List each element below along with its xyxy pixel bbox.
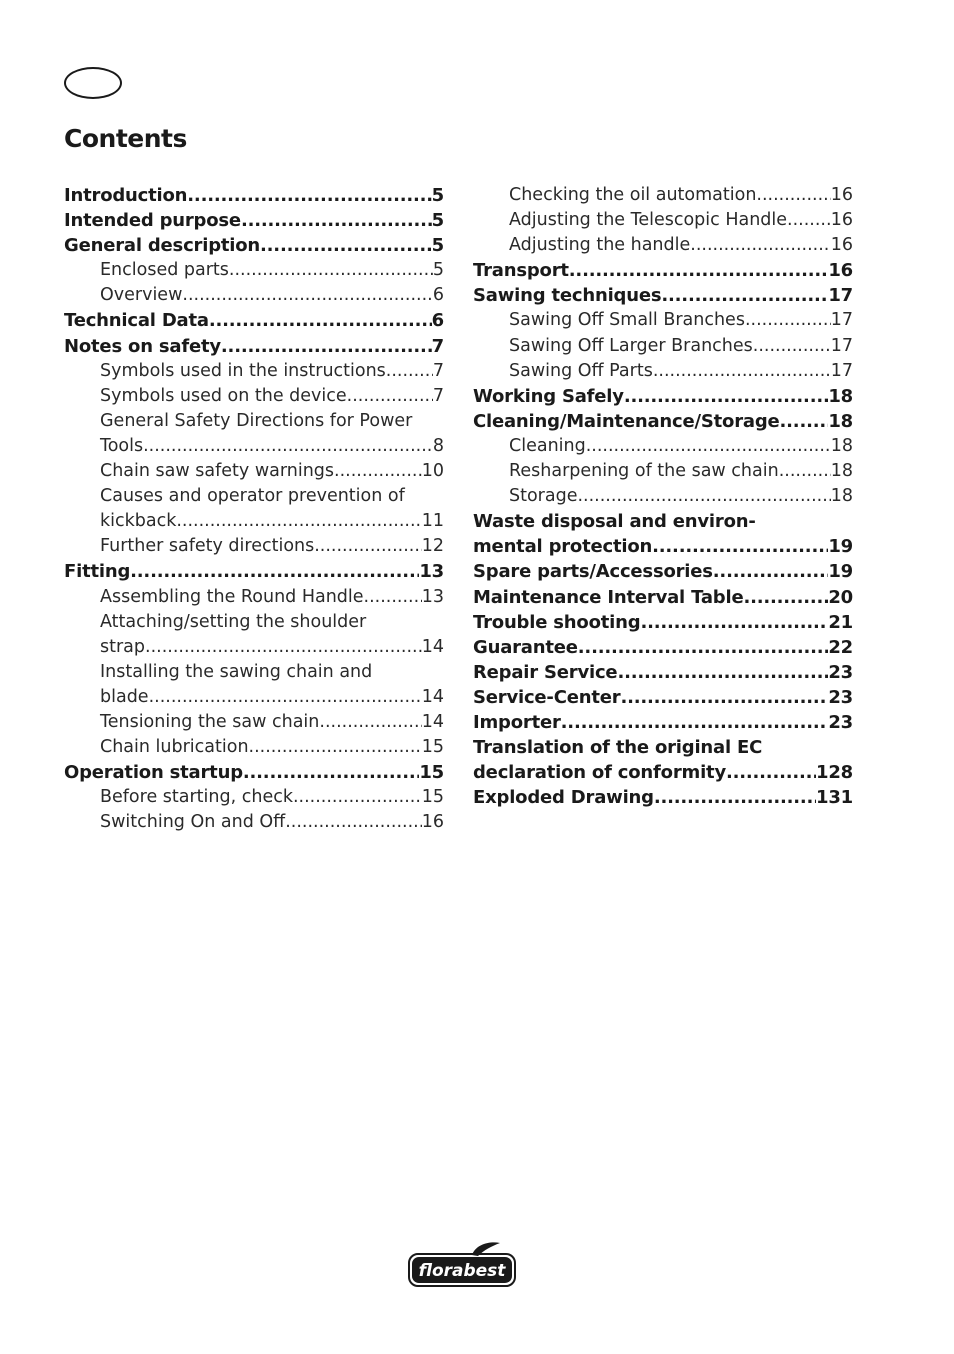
toc-entry[interactable] — [473, 208, 853, 233]
toc-entry-label: Introduction — [64, 185, 188, 206]
toc-entry-page: 14 — [421, 636, 444, 657]
dot-leader — [364, 585, 422, 610]
toc-entry[interactable] — [64, 610, 444, 635]
toc-entry[interactable] — [64, 509, 444, 534]
toc-entry-label: Waste disposal and environ- — [473, 511, 756, 533]
toc-entry-label: Checking the oil automation — [509, 185, 757, 205]
dot-leader — [743, 585, 828, 610]
toc-entry[interactable] — [473, 509, 853, 534]
language-badge — [64, 67, 122, 99]
toc-entry-page: 23 — [828, 661, 853, 683]
toc-entry-label: Symbols used on the device — [100, 385, 347, 406]
toc-entry-page: 18 — [830, 461, 853, 482]
toc-entry[interactable] — [64, 710, 444, 735]
toc-entry[interactable] — [64, 384, 444, 409]
toc-entry-page: 17 — [828, 285, 853, 307]
logo-text: florabest — [418, 1261, 506, 1281]
dot-leader — [652, 534, 828, 559]
toc-entry-label: Tools — [100, 435, 144, 456]
toc-entry-page: 18 — [828, 385, 853, 407]
toc-entry-page: 23 — [828, 686, 853, 708]
dot-leader — [653, 359, 831, 384]
toc-entry-label: Installing the sawing chain and — [100, 661, 373, 682]
toc-entry[interactable] — [473, 359, 853, 384]
dot-leader — [654, 785, 816, 810]
toc-entry[interactable] — [64, 334, 444, 359]
toc-entry-label: Sawing Off Small Branches — [509, 310, 745, 331]
toc-entry-page: 128 — [816, 762, 853, 784]
toc-entry-label: Storage — [509, 486, 578, 507]
toc-entry-label: Maintenance Interval Table — [473, 586, 744, 608]
toc-entry-label: Transport — [473, 260, 569, 282]
toc-right-column — [473, 183, 853, 810]
toc-entry[interactable] — [473, 785, 853, 810]
toc-entry-label: kickback — [100, 511, 177, 532]
toc-entry[interactable] — [64, 660, 444, 685]
toc-entry[interactable] — [64, 559, 444, 584]
toc-entry[interactable] — [473, 434, 853, 459]
toc-entry-page: 11 — [421, 511, 444, 532]
toc-entry-page: 16 — [830, 210, 853, 231]
dot-leader — [386, 359, 433, 384]
toc-entry[interactable] — [64, 308, 444, 333]
toc-entry-page: 19 — [828, 561, 853, 583]
toc-entry[interactable] — [64, 810, 444, 835]
dot-leader — [617, 660, 828, 685]
toc-entry-label: General description — [64, 235, 261, 257]
dot-leader — [182, 283, 432, 308]
toc-entry[interactable] — [64, 585, 444, 610]
toc-entry[interactable] — [473, 258, 853, 283]
toc-entry-page: 16 — [421, 812, 444, 833]
dot-leader — [780, 409, 829, 434]
toc-entry[interactable] — [473, 735, 853, 760]
toc-entry-label: Working Safely — [473, 385, 624, 407]
dot-leader — [176, 509, 421, 534]
toc-entry[interactable] — [473, 459, 853, 484]
dot-leader — [787, 208, 831, 233]
toc-entry[interactable] — [473, 685, 853, 710]
toc-entry-label: General Safety Directions for Power — [100, 410, 413, 431]
toc-entry-page: 6 — [431, 310, 444, 332]
toc-entry-label: strap — [100, 636, 146, 657]
toc-entry-label: Repair Service — [473, 661, 618, 683]
toc-entry-label: Switching On and Off — [100, 812, 286, 833]
toc-entry-label: Before starting, check — [100, 787, 293, 808]
toc-entry-page: 6 — [432, 285, 444, 306]
toc-entry-page: 17 — [830, 360, 853, 381]
toc-entry-label: declaration of conformity — [473, 762, 726, 784]
toc-entry-page: 5 — [432, 260, 444, 281]
dot-leader — [221, 334, 432, 359]
toc-entry-label: Enclosed parts — [100, 260, 229, 281]
toc-entry-label: Service-Center — [473, 686, 621, 708]
toc-entry-label: Causes and operator prevention of — [100, 486, 405, 507]
dot-leader — [319, 710, 421, 735]
toc-entry-page: 7 — [432, 385, 444, 406]
toc-entry[interactable] — [473, 585, 853, 610]
dot-leader — [640, 610, 828, 635]
toc-entry-page: 16 — [830, 185, 853, 205]
dot-leader — [586, 434, 831, 459]
toc-entry-label: Cleaning — [509, 435, 586, 456]
toc-entry-page: 14 — [421, 711, 444, 732]
toc-entry[interactable] — [473, 710, 853, 735]
toc-entry-page: 5 — [431, 210, 444, 232]
toc-entry-label: Attaching/setting the shoulder — [100, 611, 367, 632]
toc-entry-label: mental protection — [473, 536, 653, 558]
toc-entry-page: 18 — [830, 435, 853, 456]
dot-leader — [620, 685, 828, 710]
dot-leader — [145, 635, 422, 660]
dot-leader — [726, 760, 816, 785]
toc-entry[interactable] — [473, 760, 853, 785]
toc-entry-page: 21 — [828, 611, 853, 633]
toc-entry-page: 16 — [828, 260, 853, 282]
toc-entry[interactable] — [473, 334, 853, 359]
toc-entry-page: 7 — [431, 335, 444, 357]
toc-entry-page: 19 — [828, 536, 853, 558]
toc-entry-page: 17 — [830, 335, 853, 356]
toc-entry[interactable] — [64, 208, 444, 233]
toc-entry[interactable] — [473, 283, 853, 308]
toc-entry-label: Importer — [473, 711, 561, 733]
dot-leader — [241, 208, 432, 233]
toc-entry-page: 131 — [816, 787, 853, 809]
dot-leader — [130, 559, 419, 584]
dot-leader — [293, 785, 422, 810]
toc-entry-label: Tensioning the saw chain — [100, 711, 320, 732]
toc-entry[interactable] — [473, 534, 853, 559]
dot-leader — [578, 635, 829, 660]
toc-entry-label: Fitting — [64, 561, 131, 583]
toc-entry-page: 5 — [431, 235, 444, 257]
dot-leader — [285, 810, 421, 835]
toc-entry-page: 18 — [828, 410, 853, 432]
toc-entry-label: Notes on safety — [64, 335, 221, 357]
dot-leader — [690, 233, 830, 258]
toc-entry-page: 18 — [830, 486, 853, 507]
toc-entry[interactable] — [473, 660, 853, 685]
toc-entry-page: 16 — [830, 235, 853, 256]
toc-entry[interactable] — [64, 283, 444, 308]
toc-entry-page: 5 — [431, 185, 444, 206]
toc-entry[interactable] — [64, 635, 444, 660]
toc-entry-page: 13 — [421, 586, 444, 607]
toc-entry-label: Chain saw safety warnings — [100, 461, 335, 482]
dot-leader — [149, 685, 422, 710]
dot-leader — [561, 710, 829, 735]
toc-entry[interactable] — [473, 559, 853, 584]
toc-left-column — [64, 183, 444, 835]
dot-leader — [745, 308, 831, 333]
toc-entry-label: Spare parts/Accessories — [473, 561, 713, 583]
toc-entry[interactable] — [64, 233, 444, 258]
dot-leader — [756, 183, 830, 208]
toc-entry[interactable] — [473, 308, 853, 333]
toc-entry-page: 10 — [421, 461, 444, 482]
toc-entry[interactable] — [64, 459, 444, 484]
dot-leader — [143, 434, 433, 459]
toc-entry[interactable] — [473, 409, 853, 434]
dot-leader — [314, 534, 421, 559]
toc-entry-label: Resharpening of the saw chain — [509, 461, 779, 482]
toc-entry-label: Intended purpose — [64, 210, 241, 232]
toc-entry-label: Chain lubrication — [100, 737, 249, 758]
page-title: Contents — [64, 124, 187, 153]
toc-entry[interactable] — [473, 610, 853, 635]
dot-leader — [249, 735, 422, 760]
toc-entry-label: Guarantee — [473, 636, 578, 658]
toc-entry-page: 23 — [828, 711, 853, 733]
dot-leader — [334, 459, 422, 484]
toc-entry-label: Overview — [100, 285, 183, 306]
dot-leader — [347, 384, 433, 409]
toc-entry[interactable] — [64, 183, 444, 208]
dot-leader — [624, 384, 829, 409]
dot-leader — [243, 760, 419, 785]
toc-entry-page: 22 — [828, 636, 853, 658]
dot-leader — [661, 283, 828, 308]
toc-entry-page: 20 — [828, 586, 853, 608]
toc-entry-page: 13 — [419, 561, 444, 583]
toc-entry[interactable] — [64, 534, 444, 559]
toc-entry-label: Cleaning/Maintenance/Storage — [473, 410, 780, 432]
toc-entry[interactable] — [473, 233, 853, 258]
dot-leader — [187, 183, 431, 208]
toc-entry-label: Assembling the Round Handle — [100, 586, 364, 607]
toc-entry-page: 15 — [421, 787, 444, 808]
toc-entry-page: 7 — [432, 360, 444, 381]
toc-entry-label: Operation startup — [64, 762, 243, 784]
toc-entry-label: Exploded Drawing — [473, 787, 654, 809]
toc-entry-label: Sawing Off Larger Branches — [509, 335, 753, 356]
dot-leader — [209, 308, 432, 333]
toc-entry[interactable] — [64, 685, 444, 710]
toc-entry-page: 15 — [421, 737, 444, 758]
toc-entry-label: Adjusting the handle — [509, 235, 691, 256]
toc-entry[interactable] — [64, 735, 444, 760]
toc-entry-label: blade — [100, 686, 149, 707]
dot-leader — [229, 258, 433, 283]
dot-leader — [753, 334, 831, 359]
toc-entry-label: Sawing Off Parts — [509, 360, 653, 381]
toc-entry-page: 12 — [421, 536, 444, 557]
toc-entry-label: Further safety directions — [100, 536, 315, 557]
toc-entry[interactable] — [64, 760, 444, 785]
toc-entry-label: Technical Data — [64, 310, 209, 332]
dot-leader — [713, 559, 829, 584]
toc-entry[interactable] — [473, 384, 853, 409]
toc-entry[interactable] — [473, 635, 853, 660]
toc-entry-page: 15 — [419, 762, 444, 784]
toc-entry-label: Translation of the original EC — [473, 737, 763, 759]
toc-entry-label: Adjusting the Telescopic Handle — [509, 210, 788, 231]
toc-entry[interactable] — [64, 409, 444, 434]
dot-leader — [577, 484, 830, 509]
toc-entry-page: 17 — [830, 310, 853, 331]
toc-entry[interactable] — [64, 484, 444, 509]
toc-entry[interactable] — [473, 484, 853, 509]
toc-entry-label: Symbols used in the instructions — [100, 360, 386, 381]
florabest-logo — [406, 1240, 518, 1288]
toc-entry[interactable] — [64, 359, 444, 384]
toc-entry[interactable] — [64, 785, 444, 810]
toc-entry[interactable] — [64, 258, 444, 283]
toc-entry-page: 14 — [421, 686, 444, 707]
dot-leader — [779, 459, 831, 484]
dot-leader — [260, 233, 432, 258]
toc-entry-page: 8 — [432, 435, 444, 456]
toc-entry[interactable] — [64, 434, 444, 459]
toc-entry-label: Sawing techniques — [473, 285, 662, 307]
dot-leader — [569, 258, 829, 283]
toc-entry[interactable] — [473, 183, 853, 208]
toc-entry-label: Trouble shooting — [473, 611, 641, 633]
